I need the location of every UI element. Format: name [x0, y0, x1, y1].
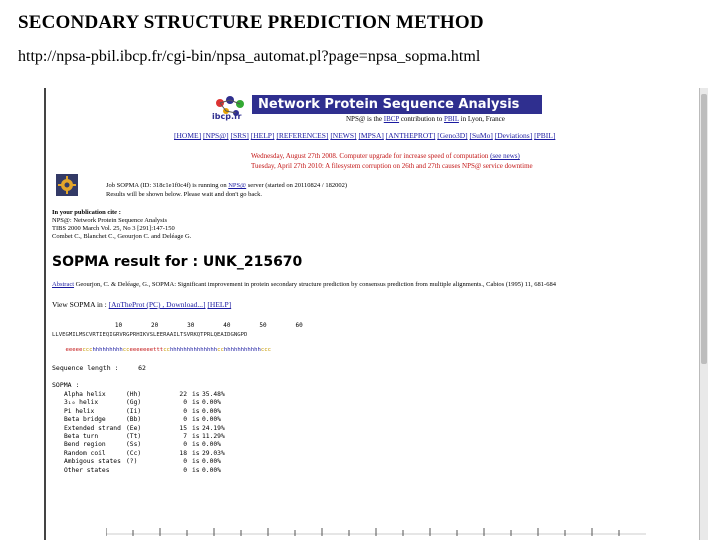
stat-count: 0 — [183, 407, 187, 415]
stat-percent: 0.00% — [202, 458, 221, 466]
prediction-segment: eeeee — [65, 347, 83, 353]
stat-percent: 0.00% — [202, 399, 221, 407]
nav-help[interactable]: [HELP] — [250, 131, 275, 140]
stat-count: 0 — [183, 441, 187, 449]
prediction-segment: ccc — [82, 347, 93, 353]
nav-npsa[interactable]: [NPS@] — [202, 131, 229, 140]
stat-is: is — [192, 449, 200, 457]
view-help-link[interactable]: [HELP] — [207, 300, 232, 309]
stat-is: is — [192, 458, 200, 466]
abstract-link[interactable]: Abstract — [52, 281, 75, 288]
prediction-segment: ccc — [260, 347, 271, 353]
stat-percent: 11.29% — [202, 432, 225, 440]
stat-count: 7 — [183, 432, 187, 440]
prediction-segment: hhhhhhhhh — [92, 347, 123, 353]
prediction-segment: cc — [122, 347, 130, 353]
stat-percent: 0.00% — [202, 466, 221, 474]
job-line2: Results will be shown below. Please wait and don't go back. — [106, 191, 263, 198]
sopma-stats-title: SOPMA : — [52, 381, 80, 389]
tagline-mid: contribution to — [400, 115, 443, 123]
stat-code: (Ee) — [126, 424, 142, 432]
notice-upgrade-text: Wednesday, August 27th 2008. Computer upgrade for increase speed of computation — [251, 152, 489, 160]
stat-name: Alpha helix — [64, 391, 106, 398]
stat-code: (Ss) — [126, 441, 142, 449]
stat-name: Extended strand — [64, 424, 121, 432]
citation-line: NPS@: Network Protein Sequence Analysis — [52, 217, 168, 224]
gear-icon — [56, 174, 78, 196]
tagline — [346, 115, 505, 123]
prediction-line — [52, 341, 271, 359]
stat-is: is — [192, 399, 200, 407]
see-news-link[interactable]: (see news) — [490, 152, 520, 160]
stat-code: (?) — [126, 458, 138, 466]
prediction-segment: cc — [217, 347, 224, 353]
prediction-segment: hhhhhhhhhhhhhh — [169, 347, 218, 353]
nav-pbil[interactable]: [PBIL] — [534, 131, 556, 140]
stat-count: 0 — [183, 416, 187, 424]
stat-code: (Bb) — [126, 416, 142, 424]
stat-is: is — [192, 424, 200, 432]
tagline-pre: NPS@ is the — [346, 115, 383, 123]
nav-news[interactable]: [NEWS] — [330, 131, 357, 140]
abstract-text: Geourjon, C. & Deléage, G., SOPMA: Significant improvement in protein secondary structure prediction by consensus prediction from multiple alignments., Cabios (1995) 11, 681-684 — [75, 281, 556, 288]
stat-count: 0 — [183, 458, 187, 466]
abstract-line — [52, 281, 556, 288]
stat-percent: 0.00% — [202, 416, 221, 424]
stat-is: is — [192, 441, 200, 449]
view-sopma-line — [52, 300, 231, 309]
scrollbar-thumb[interactable] — [701, 94, 707, 364]
pbil-link[interactable]: PBIL — [444, 115, 459, 123]
prediction-tracks — [106, 524, 646, 538]
stat-code: (Tt) — [126, 432, 142, 440]
stat-percent: 24.19% — [202, 424, 225, 432]
citation-heading: In your publication cite : — [52, 209, 121, 216]
stat-name: Ambigous states — [64, 458, 121, 466]
stat-percent: 0.00% — [202, 441, 221, 449]
view-sopma-label: View SOPMA in : — [52, 300, 107, 309]
stat-name: Random coil — [64, 449, 106, 457]
stat-count: 22 — [179, 391, 187, 398]
stat-is: is — [192, 466, 200, 474]
nav-home[interactable]: [HOME] — [174, 131, 202, 140]
stat-name: Beta bridge — [64, 416, 106, 424]
nav-mpsa[interactable]: [MPSA] — [358, 131, 384, 140]
job-status — [106, 181, 347, 199]
stat-percent: 35.48% — [202, 391, 225, 398]
stat-code: (Gg) — [126, 399, 142, 407]
citation-line: Combet C., Blanchet C., Geourjon C. and Deléage G. — [52, 233, 192, 240]
notice-downtime: Tuesday, April 27th 2010: A filesystem corruption on 26th and 27th causes NPS@ service downtime — [251, 162, 533, 170]
vertical-scrollbar[interactable] — [699, 88, 708, 540]
nav-references[interactable]: [REFERENCES] — [276, 131, 329, 140]
stat-count: 15 — [179, 424, 187, 432]
stat-name: Bend region — [64, 441, 106, 449]
nav-bar — [174, 131, 555, 140]
stat-count: 0 — [183, 399, 187, 407]
nav-antheprot[interactable]: [ANTHEPROT] — [385, 131, 436, 140]
sequence-length: Sequence length : 62 — [52, 364, 146, 372]
job-line1-post: server (started on 20110824 / 182002) — [247, 182, 348, 189]
stat-percent: 29.03% — [202, 449, 225, 457]
ibcp-logo-text: ibcp.fr — [212, 112, 242, 121]
citation-line: TIBS 2000 March Vol. 25, No 3 [291]:147-150 — [52, 225, 175, 232]
slide-url: http://npsa-pbil.ibcp.fr/cgi-bin/npsa_automat.pl?page=npsa_sopma.html — [18, 48, 481, 65]
sequence-ruler: 10 20 30 40 50 60 — [86, 322, 303, 329]
stat-is: is — [192, 407, 200, 415]
sequence-line: LLVEGMILMSCVRTIEQIGRVRGPRHIKVSLEERAAILTSVRKQTPRLQEAIDGNGPD — [52, 332, 248, 338]
ibcp-link[interactable]: IBCP — [383, 115, 400, 123]
browser-screenshot — [44, 88, 708, 540]
nav-geno3d[interactable]: [Geno3D] — [437, 131, 468, 140]
slide-title: SECONDARY STRUCTURE PREDICTION METHOD — [18, 12, 484, 33]
job-line1-pre: Job SOPMA (ID: 318c1e1f0c4f) is running on — [106, 182, 227, 189]
nav-deviations[interactable]: [Deviations] — [494, 131, 533, 140]
antheprot-download-link[interactable]: [AnTheProt (PC) , Download...] — [108, 300, 206, 309]
citation-block — [52, 209, 191, 241]
stat-is: is — [192, 432, 200, 440]
stat-code: (Hh) — [126, 391, 142, 398]
stat-is: is — [192, 416, 200, 424]
site-banner: Network Protein Sequence Analysis — [252, 95, 542, 114]
notice-upgrade — [251, 152, 520, 160]
prediction-segment: cc — [163, 347, 170, 353]
stat-code: (Cc) — [126, 449, 142, 457]
stat-code: (Ii) — [126, 407, 142, 415]
stat-count: 18 — [179, 449, 187, 457]
nav-srs[interactable]: [SRS] — [230, 131, 249, 140]
stat-name: Other states — [64, 466, 110, 474]
nav-sumo[interactable]: [SuMo] — [469, 131, 493, 140]
stat-percent: 0.00% — [202, 407, 221, 415]
prediction-segment: hhhhhhhhhhh — [223, 347, 261, 353]
tagline-post: in Lyon, France — [460, 115, 505, 123]
stat-count: 0 — [183, 466, 187, 474]
stat-name: Pi helix — [64, 407, 95, 415]
stat-is: is — [192, 391, 200, 398]
npsa-server-link[interactable]: NPS@ — [228, 182, 247, 189]
stat-name: Beta turn — [64, 432, 99, 440]
result-heading: SOPMA result for : UNK_215670 — [52, 254, 303, 270]
stat-name: 3₁₀ helix — [64, 399, 99, 407]
prediction-segment: eeeeeeettt — [129, 347, 164, 353]
